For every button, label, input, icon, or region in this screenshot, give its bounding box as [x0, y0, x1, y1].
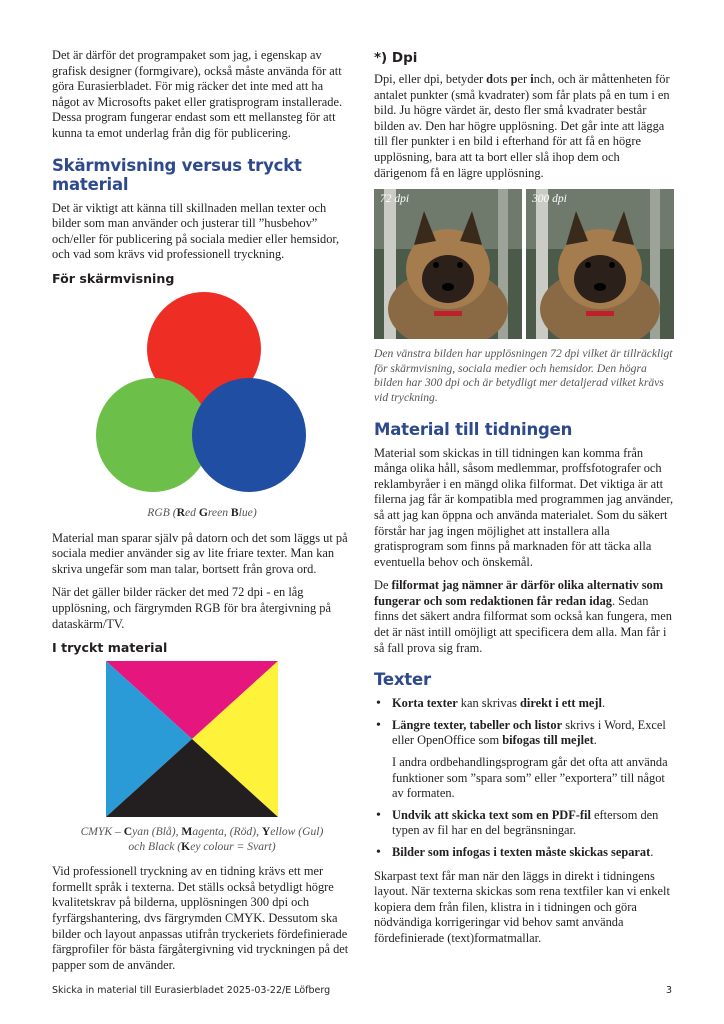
subheading-i-tryckt-material: I tryckt material: [52, 640, 168, 656]
paragraph-professionell-tryckning: Vid professionell tryckning av en tidning krävs ett mer formellt språk i texterna. Det ställs också betydligt högre kvalitetskrav på bilderna, upplösningen 300 dpi och fyrfärgshantering, dvs färgrymden CMYK. Dessutom ska bilder och layout anpassas utifrån tryckeriets fördefinierade färgprofiler för bästa färgåtergivning vid tryckningen på det papper som de använder.: [52, 864, 349, 972]
paragraph-material-till-tidningen: Material som skickas in till tidningen kan komma från många olika håll, såsom medlemmar, proffsfotografer och reklambyråer i en mängd olika filformat. Det viktiga är att filerna jag får är kompatibla med programmen jag använder, så att jag kan öppna och använda materialet. Som du säkert förstår har jag ingen möjlighet att installera alla gratisprogram som finns på marknaden för att täcka alla eventuella behov och önskemål.: [374, 445, 674, 569]
dog-photo-72dpi: [374, 189, 522, 339]
intro-paragraph: Det är därför det programpaket som jag, i egenskap av grafisk designer (formgivare), också måste använda för att göra Eurasierbladet. För mig räcker det inte med att ha något av Microsofts paket eller gratisprogram installerade. Dessa program fungerar endast som ett mellansteg för att kunna ta emot underlag från dig för publicering.: [52, 48, 343, 140]
cmyk-caption: CMYK – Cyan (Blå), Magenta, (Röd), Yellow (Gul) och Black (Key colour = Svart): [80, 825, 324, 853]
footer-text: Skicka in material till Eurasierbladet 2025-03-22/E Löfberg: [52, 985, 331, 996]
rgb-caption: RGB (Red Green Blue): [147, 505, 257, 519]
texter-list: [374, 696, 674, 860]
page-footer: [52, 985, 672, 996]
list-item: • Korta texter kan skrivas direkt i ett mejl.: [374, 696, 674, 712]
list-item: • Bilder som infogas i texten måste skickas separat.: [374, 845, 674, 861]
left-column: [52, 48, 352, 981]
paragraph-material-sparar: Material man sparar själv på datorn och det som läggs ut på sociala medier använder sig av lite friare texter. Man kan skriva ungefär som man talar, bortsett från grova ord.: [52, 530, 348, 576]
right-column: [374, 48, 674, 955]
list-item-note: I andra ordbehandlingsprogram går det ofta att använda funktioner som ”spara som” eller ”exportera” till något av formaten.: [392, 755, 668, 801]
label-72dpi: 72 dpi: [380, 193, 410, 206]
paragraph-bilder-72dpi: När det gäller bilder räcker det med 72 dpi - en låg upplösning, och färgrymden RGB för bra återgivning på dataskärm/TV.: [52, 585, 331, 631]
dog-photo-comparison: [374, 189, 674, 339]
heading-material-till-tidningen: Material till tidningen: [374, 419, 573, 439]
label-300dpi: 300 dpi: [532, 193, 567, 206]
list-item: • Undvik att skicka text som en PDF-fil eftersom den typen av fil har en del begränsningar.: [374, 808, 674, 839]
heading-dpi: *) Dpi: [374, 50, 418, 66]
paragraph-dpi: Dpi, eller dpi, betyder dots per inch, och är måttenheten för antalet punkter (små kvadrater) som får plats på en tum i en bild. Ju högre värdet är, desto fler små kvadrater består bilden av. Den har högre upplösning. Det går inte att lägga till fler punkter i en bild i efterhand för att få en högre upplösning, bara att ta bort eller slå ihop dem och därigenom få en lägre upplösning.: [374, 72, 670, 180]
rgb-diagram: [52, 292, 352, 502]
cmyk-diagram: [106, 661, 278, 817]
paragraph-filformat: De filformat jag nämner är därför olika alternativ som fungerar och som redaktionen får redan idag. Sedan finns det säkert andra filformat som också kan fungera, men det är näst intill omöjligt att specificera dem alla. Man får i så fall prova sig fram.: [374, 578, 672, 655]
subheading-for-skarmvisning: För skärmvisning: [52, 270, 175, 286]
heading-skarmvisning: Skärmvisning versus tryckt material: [52, 155, 302, 194]
photo-caption: Den vänstra bilden har upplösningen 72 dpi vilket är tillräckligt för skärmvisning, sociala medier och hemsidor. Den högra bilden har 300 dpi och är betydligt mer detaljerad vilket krävs vid tryckning.: [374, 347, 673, 404]
heading-texter: Texter: [374, 670, 431, 690]
paragraph-skarmvisning: Det är viktigt att känna till skillnaden mellan texter och bilder som man använder och justerar till ”husbehov” och/eller för publicering på sociala medier eller hemsidor, och vad som krävs vid professionell tryckning.: [52, 200, 340, 262]
paragraph-skarpast-text: Skarpast text får man när den läggs in direkt i tidningens layout. När texterna skickas som rena textfiler kan vi enkelt kopiera dem från filen, klistra in i tidningen och göra nödvändiga korrigeringar vid behov samt använda fördefinierade (text)formatmallar.: [374, 868, 670, 945]
list-item: • Längre texter, tabeller och listor skrivs i Word, Excel eller OpenOffice som bifogas till mejlet. I andra ordbehandlingsprogram går det ofta att använda funktioner som ”spara som” eller ”exportera” till något av formaten.: [374, 718, 674, 802]
blue-circle: [192, 378, 306, 492]
page-number: 3: [665, 985, 672, 996]
dog-photo-300dpi: [526, 189, 674, 339]
